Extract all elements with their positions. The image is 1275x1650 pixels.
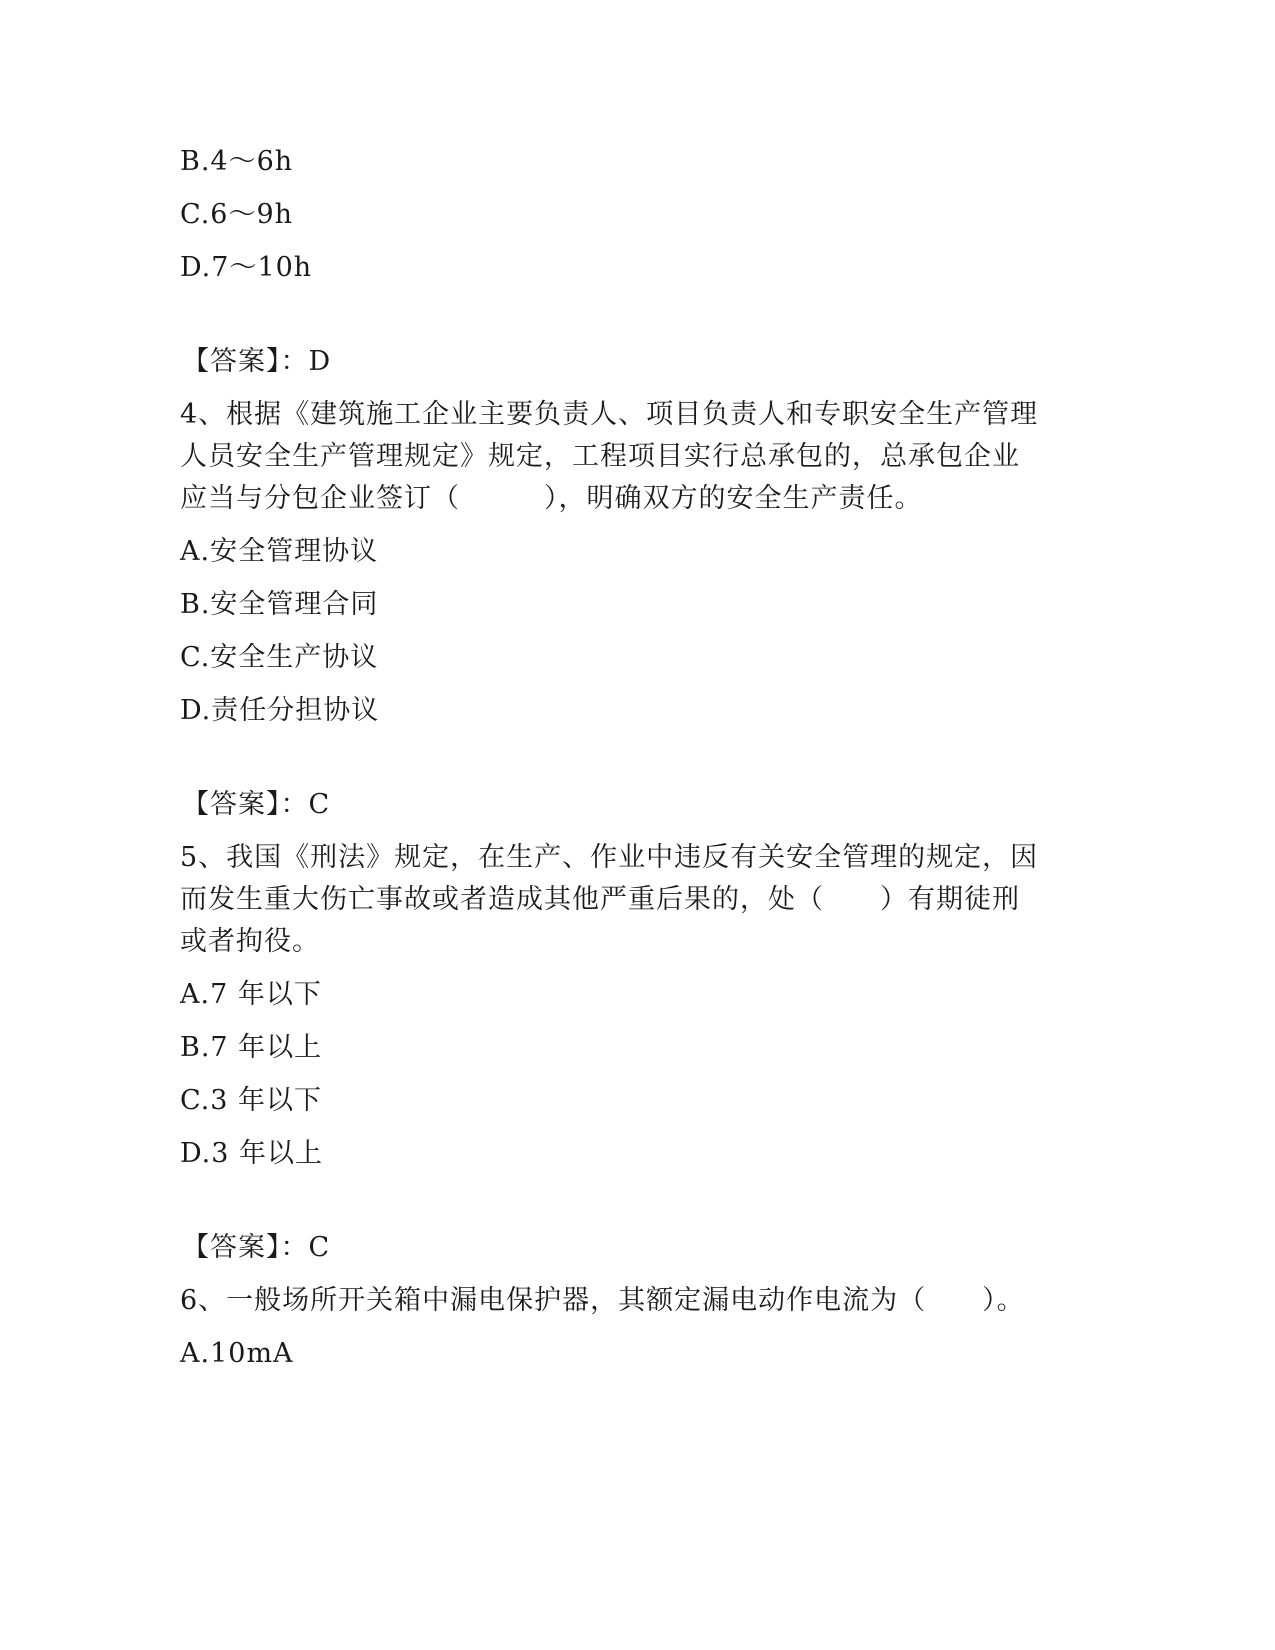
question-4-stem-line-2: 人员安全生产管理规定》规定，工程项目实行总承包的，总承包企业 xyxy=(180,441,1020,472)
question-4-option-b: B.安全管理合同 xyxy=(180,589,379,620)
question-4-option-c: C.安全生产协议 xyxy=(180,642,379,673)
question-5-stem-line-3: 或者拘役。 xyxy=(180,926,320,957)
option-c: C.6～9h xyxy=(180,199,294,230)
question-5-option-b: B.7 年以上 xyxy=(180,1032,323,1063)
question-5-option-c: C.3 年以下 xyxy=(180,1085,323,1116)
question-5-option-d: D.3 年以上 xyxy=(180,1138,324,1169)
question-5-stem-line-1: 5、我国《刑法》规定，在生产、作业中违反有关安全管理的规定，因 xyxy=(180,842,1039,873)
question-4-answer: 【答案】：C xyxy=(182,789,331,820)
question-6-stem-line-1: 6、一般场所开关箱中漏电保护器，其额定漏电动作电流为（ ）。 xyxy=(180,1285,1025,1316)
question-4-option-a: A.安全管理协议 xyxy=(180,536,379,567)
question-4-stem-line-1: 4、根据《建筑施工企业主要负责人、项目负责人和专职安全生产管理 xyxy=(180,399,1039,430)
option-b: B.4～6h xyxy=(180,146,294,177)
answer-label: 【答案】：D xyxy=(182,346,332,377)
question-4-stem-line-3: 应当与分包企业签订（ ），明确双方的安全生产责任。 xyxy=(180,483,923,514)
question-4-option-d: D.责任分担协议 xyxy=(180,695,380,726)
option-d: D.7～10h xyxy=(180,252,313,283)
question-5-answer: 【答案】：C xyxy=(182,1232,331,1263)
question-6-option-a: A.10mA xyxy=(180,1338,294,1369)
question-5-option-a: A.7 年以下 xyxy=(180,979,322,1010)
question-5-stem-line-2: 而发生重大伤亡事故或者造成其他严重后果的，处（ ）有期徒刑 xyxy=(180,884,1020,915)
